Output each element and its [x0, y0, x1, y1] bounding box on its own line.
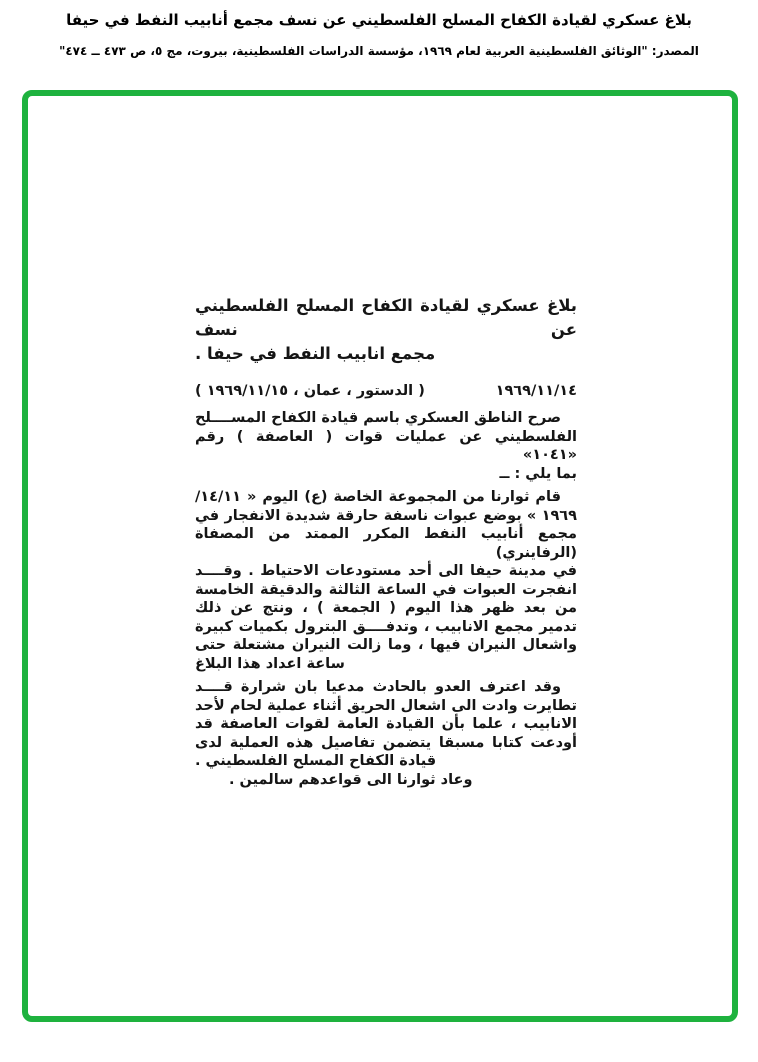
document-line: صرح الناطق العسكري باسم قيادة الكفاح المســــلح [194, 410, 561, 426]
document-line: تطايرت وادت الى اشعال الحريق أثناء عملية لحام لأحد [195, 697, 577, 714]
page-header [0, 8, 758, 61]
document-line: ١٩٦٩ » بوضع عبوات ناسفة حارقة شديدة الانفجار في [195, 507, 577, 524]
page-source-citation: المصدر: "الوثائق الفلسطينية العربية لعام ١٩٦٩، مؤسسة الدراسات الفلسطينية، بيروت، مج ٥، ص ٤٧٣ ــ ٤٧٤" [59, 44, 699, 58]
document-date: ١٩٦٩/١١/١٤ [495, 383, 577, 399]
document-body [195, 409, 577, 789]
document-line: انفجرت العبوات في الساعة الثالثة والدقيقة الخامسة [195, 581, 577, 598]
document-title-line-2: مجمع انابيب النفط في حيفا . [195, 344, 436, 363]
document-title-line-1: بلاغ عسكري لقيادة الكفاح المسلح الفلسطيني عن نسف [195, 296, 577, 339]
document-line: من بعد ظهر هذا اليوم ( الجمعة ) ، ونتج عن ذلك [195, 600, 577, 616]
document-text-block [195, 294, 577, 789]
page-title: بلاغ عسكري لقيادة الكفاح المسلح الفلسطيني عن نسف مجمع أنابيب النفط في حيفا [66, 11, 692, 29]
document-line: وعاد ثوارنا الى قواعدهم سالمين . [229, 771, 473, 788]
document-line: في مدينة حيفا الى أحد مستودعات الاحتياط . وقــــد [195, 563, 577, 579]
document-line: بما يلي : ــ [499, 465, 577, 482]
document-source-reference: ( الدستور ، عمان ، ١٩٦٩/١١/١٥ ) [195, 383, 425, 399]
document-line: واشعال النيران فيها ، وما زالت النيران مشتعلة حتى [195, 637, 577, 653]
document-date-row [195, 381, 577, 401]
document-line: تدمير مجمع الانابيب ، وتدفــــق البترول بكميات كبيرة [195, 618, 577, 635]
document-line: ساعة اعداد هذا البلاغ [195, 655, 345, 672]
document-line: وقد اعترف العدو بالحادث مدعيا بان شرارة قــــد [195, 679, 561, 695]
document-line: قام ثوارنا من المجموعة الخاصة (ع) اليوم « ١٤/١١/ [195, 489, 561, 505]
document-line: قيادة الكفاح المسلح الفلسطيني . [195, 753, 437, 769]
document-line: مجمع أنابيب النفط المكرر الممتد من المصفاة (الرفاينري) [195, 526, 577, 561]
document-line: أودعت كتابا مسبقا يتضمن تفاصيل هذه العملية لدى [195, 734, 577, 751]
document-line: الفلسطيني عن عمليات قوات ( العاصفة ) رقم «١٠٤١» [195, 428, 577, 463]
document-line: الانابيب ، علما بأن القيادة العامة لقوات العاصفة قد [195, 716, 577, 732]
